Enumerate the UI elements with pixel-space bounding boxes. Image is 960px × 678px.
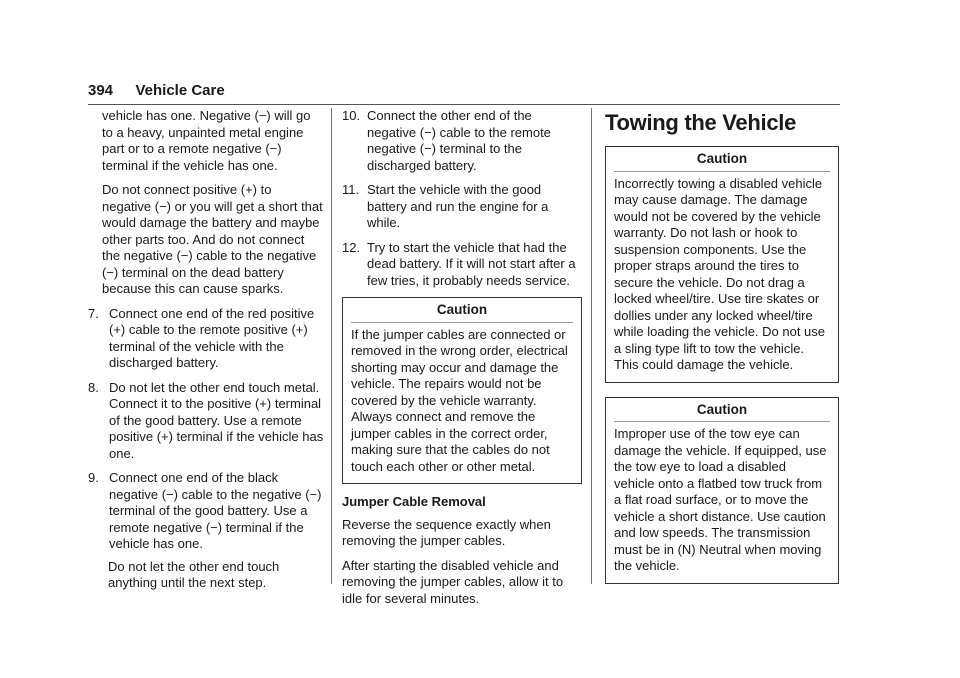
- caution-body: If the jumper cables are connected or removed in the wrong order, electrical shorting may occur and damage the vehicle. The repairs would not be covered by the vehicle warranty. Always connect and remove the jumper cables in the correct order, making sure that the cables do not touch each other or other metal.: [351, 326, 568, 474]
- step-number: 11.: [342, 182, 360, 197]
- step-12: [342, 240, 582, 290]
- step-number: 7.: [88, 305, 99, 321]
- caution-body: Improper use of the tow eye can damage the vehicle. If equipped, use the tow eye to load a disabled vehicle onto a flatbed tow truck from a flat road surface, or to move the vehicle a short distance. Use caution and low speeds. The transmission must be in (N) Neutral when moving the vehicle.: [614, 426, 827, 573]
- step-9: [88, 470, 324, 553]
- caution-box-tow-eye: [605, 397, 839, 584]
- continued-paragraph: vehicle has one. Negative (−) will go to a heavy, unpainted metal engine part or to a remote negative (−) terminal if the vehicle has one.: [102, 108, 311, 173]
- step-text: Connect one end of the black negative (−) cable to the negative (−) terminal of the good battery. Use a remote negative (−) terminal if the vehicle has one.: [109, 470, 322, 551]
- paragraph: Reverse the sequence exactly when removing the jumper cables.: [342, 516, 551, 548]
- subheading-jumper-cable-removal: Jumper Cable Removal: [342, 494, 486, 509]
- column-2: [342, 108, 582, 615]
- step-text: Start the vehicle with the good battery and run the engine for a while.: [367, 182, 549, 230]
- column-divider-1: [331, 108, 332, 584]
- step-10: [342, 108, 582, 174]
- step-11: [342, 182, 582, 232]
- column-divider-2: [591, 108, 592, 584]
- caution-title: Caution: [351, 302, 573, 323]
- paragraph: After starting the disabled vehicle and removing the jumper cables, allow it to idle for several minutes.: [342, 557, 564, 606]
- step-text: Do not let the other end touch metal. Connect it to the positive (+) terminal of the good battery. Use a remote positive (+) terminal if the vehicle has one.: [109, 379, 324, 461]
- column-1: [88, 108, 324, 600]
- page-number: 394: [88, 82, 114, 99]
- step-text: Connect the other end of the negative (−) cable to the remote negative (−) terminal to the discharged battery.: [367, 108, 551, 173]
- warning-paragraph: Do not connect positive (+) to negative (−) or you will get a short that would damage the battery and maybe other parts too. And do not connect the negative (−) cable to the negative (−) terminal on the dead battery because this can cause sparks.: [102, 182, 323, 296]
- caution-box-towing: [605, 146, 839, 383]
- page-header: [88, 82, 840, 104]
- step-number: 10.: [342, 108, 361, 123]
- step-number: 12.: [342, 239, 361, 255]
- section-title: Towing the Vehicle: [605, 110, 796, 135]
- step-number: 8.: [88, 379, 99, 395]
- step-number: 9.: [88, 470, 99, 485]
- caution-body: Incorrectly towing a disabled vehicle may cause damage. The damage would not be covered by the vehicle warranty. Do not lash or hook to suspension components. Use the proper straps around the tires to secure the vehicle. Do not drag a locked wheel/tire. Use tire skates or dollies under any locked wheel/tire while loading the vehicle. Do not use a sling type lift to tow the vehicle. This could damage the vehicle.: [614, 175, 826, 372]
- header-divider: [88, 104, 840, 105]
- step-text: Try to start the vehicle that had the dead battery. If it will not start after a few tries, it probably needs service.: [367, 239, 576, 288]
- column-3: [605, 108, 839, 598]
- step-7: [88, 306, 324, 372]
- section-name: Vehicle Care: [135, 82, 225, 99]
- step-8: [88, 380, 324, 463]
- caution-title: Caution: [614, 151, 830, 172]
- step-text: Connect one end of the red positive (+) cable to the remote positive (+) terminal of the vehicle with the discharged battery.: [109, 305, 315, 370]
- caution-title: Caution: [614, 402, 830, 423]
- caution-box-jumper: [342, 297, 582, 484]
- step-9-note: Do not let the other end touch anything until the next step.: [108, 558, 280, 590]
